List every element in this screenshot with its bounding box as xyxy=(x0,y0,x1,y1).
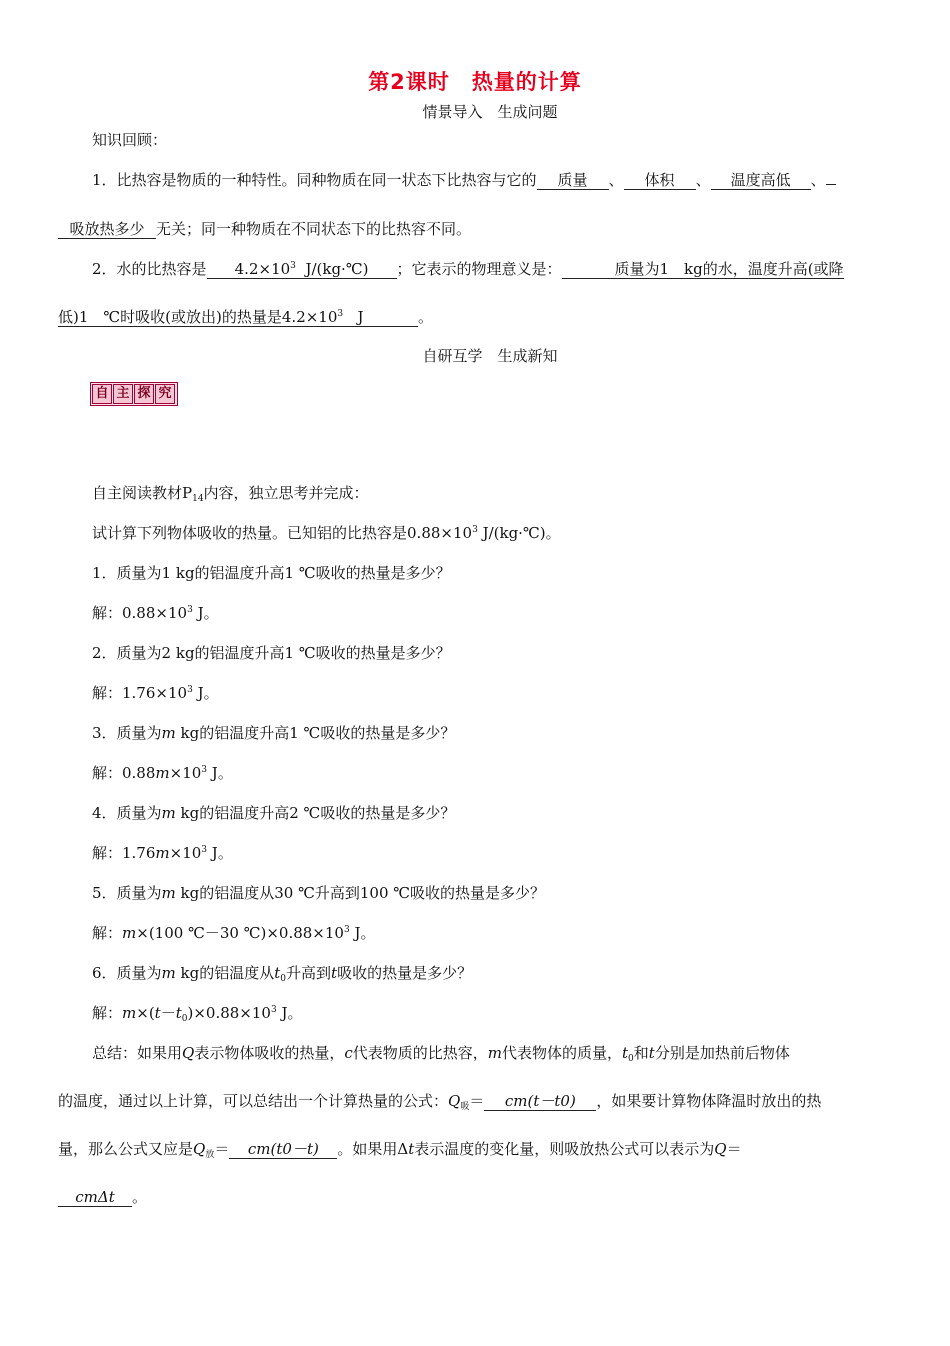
answer-blank: 温度高低 xyxy=(711,171,811,190)
summary-line-3: 量，那么公式又应是$Q_放= cm(t0-t)$ 。如果用Δt表示温度的变化量，则吸放热公式可以表示为Q＝ xyxy=(58,1140,742,1160)
lesson-title: 第2课时 热量的计算 xyxy=(368,70,582,94)
formula-blank-release: cm(t0－t) xyxy=(229,1140,337,1159)
section-heading-self-study: 自研互学 生成新知 xyxy=(422,347,558,365)
section-heading-intro: 情景导入 生成问题 xyxy=(422,103,558,121)
solution-3: 解：$0.88m\times 10^3$ J。 xyxy=(92,764,233,782)
answer-blank: $4.2\times 10^3$ J/(kg·℃) xyxy=(207,260,397,279)
answer-blank: 低)1 ℃时吸收(或放出)的热量是$4.2\times 10^3$ J xyxy=(58,308,418,327)
solution-5: 解：m×(100 ℃－30 $℃)\times 0.88\times 10^3$ J。 xyxy=(92,924,376,942)
question-3: 3．质量为m kg的铝温度升高1 ℃吸收的热量是多少？ xyxy=(92,724,456,742)
solution-1: 解：$0.88\times 10^3$ J。 xyxy=(92,604,219,622)
review-item-2-line-1: 2．水的比热容是 $4.2\times 10^3$ J/(kg·℃) ；它表示的物理意义是： 质量为1 kg的水，温度升高(或降 xyxy=(92,260,844,278)
question-5: 5．质量为m kg的铝温度从30 ℃升高到100 ℃吸收的热量是多少？ xyxy=(92,884,546,902)
answer-blank: 质量为1 kg的水，温度升高(或降 xyxy=(562,260,844,279)
summary-line-2: 的温度，通过以上计算，可以总结出一个计算热量的公式：$Q_吸= cm(t-t0)$ ，如果要计算物体降温时放出的热 xyxy=(58,1092,822,1112)
answer-blank: 体积 xyxy=(624,171,696,190)
question-6: 6．质量为m kg的铝温度从$t_0$升高到t吸收的热量是多少？ xyxy=(92,964,473,984)
review-label: 知识回顾： xyxy=(92,131,168,149)
answer-blank: 质量 xyxy=(537,171,609,190)
review-item-1-line-2: 吸放热多少 无关；同一种物质在不同状态下的比热容不同。 xyxy=(58,219,471,239)
review-item-1-line-1: 1．比热容是物质的一种特性。同种物质在同一状态下比热容与它的 质量 、 体积 、 温度高低 、 xyxy=(92,170,836,190)
solution-4: 解：$1.76m\times 10^3$ J。 xyxy=(92,844,233,862)
summary-line-4: cmΔt 。 xyxy=(58,1187,147,1207)
solution-2: 解：$1.76\times 10^3$ J。 xyxy=(92,684,219,702)
answer-blank: 吸放热多少 xyxy=(58,220,156,239)
formula-blank-delta: cmΔt xyxy=(58,1188,132,1207)
summary-line-1: 总结：如果用Q表示物体吸收的热量，c代表物质的比热容，m代表物体的质量，$t_0$和t分别是加热前后物体 xyxy=(92,1044,790,1064)
question-4: 4．质量为m kg的铝温度升高2 ℃吸收的热量是多少？ xyxy=(92,804,456,822)
question-2: 2．质量为2 kg的铝温度升高1 ℃吸收的热量是多少？ xyxy=(92,644,451,662)
given-specific-heat: 试计算下列物体吸收的热量。已知铝的比热容是$0.88\times 10^3$ J/(kg·℃)。 xyxy=(92,524,561,542)
solution-6: 解：$m\times(t-t_0)\times 0.88\times 10^3$ J。 xyxy=(92,1004,303,1024)
question-1: 1．质量为1 kg的铝温度升高1 ℃吸收的热量是多少？ xyxy=(92,564,451,582)
review-item-2-line-2: 低)1 ℃时吸收(或放出)的热量是$4.2\times 10^3$ J 。 xyxy=(58,308,434,326)
formula-blank-absorb: cm(t－t0) xyxy=(484,1092,596,1111)
self-exploration-badge: 自 主 探 究 xyxy=(90,382,178,406)
reading-instruction: 自主阅读教材$P_{14}$内容，独立思考并完成： xyxy=(92,484,369,504)
